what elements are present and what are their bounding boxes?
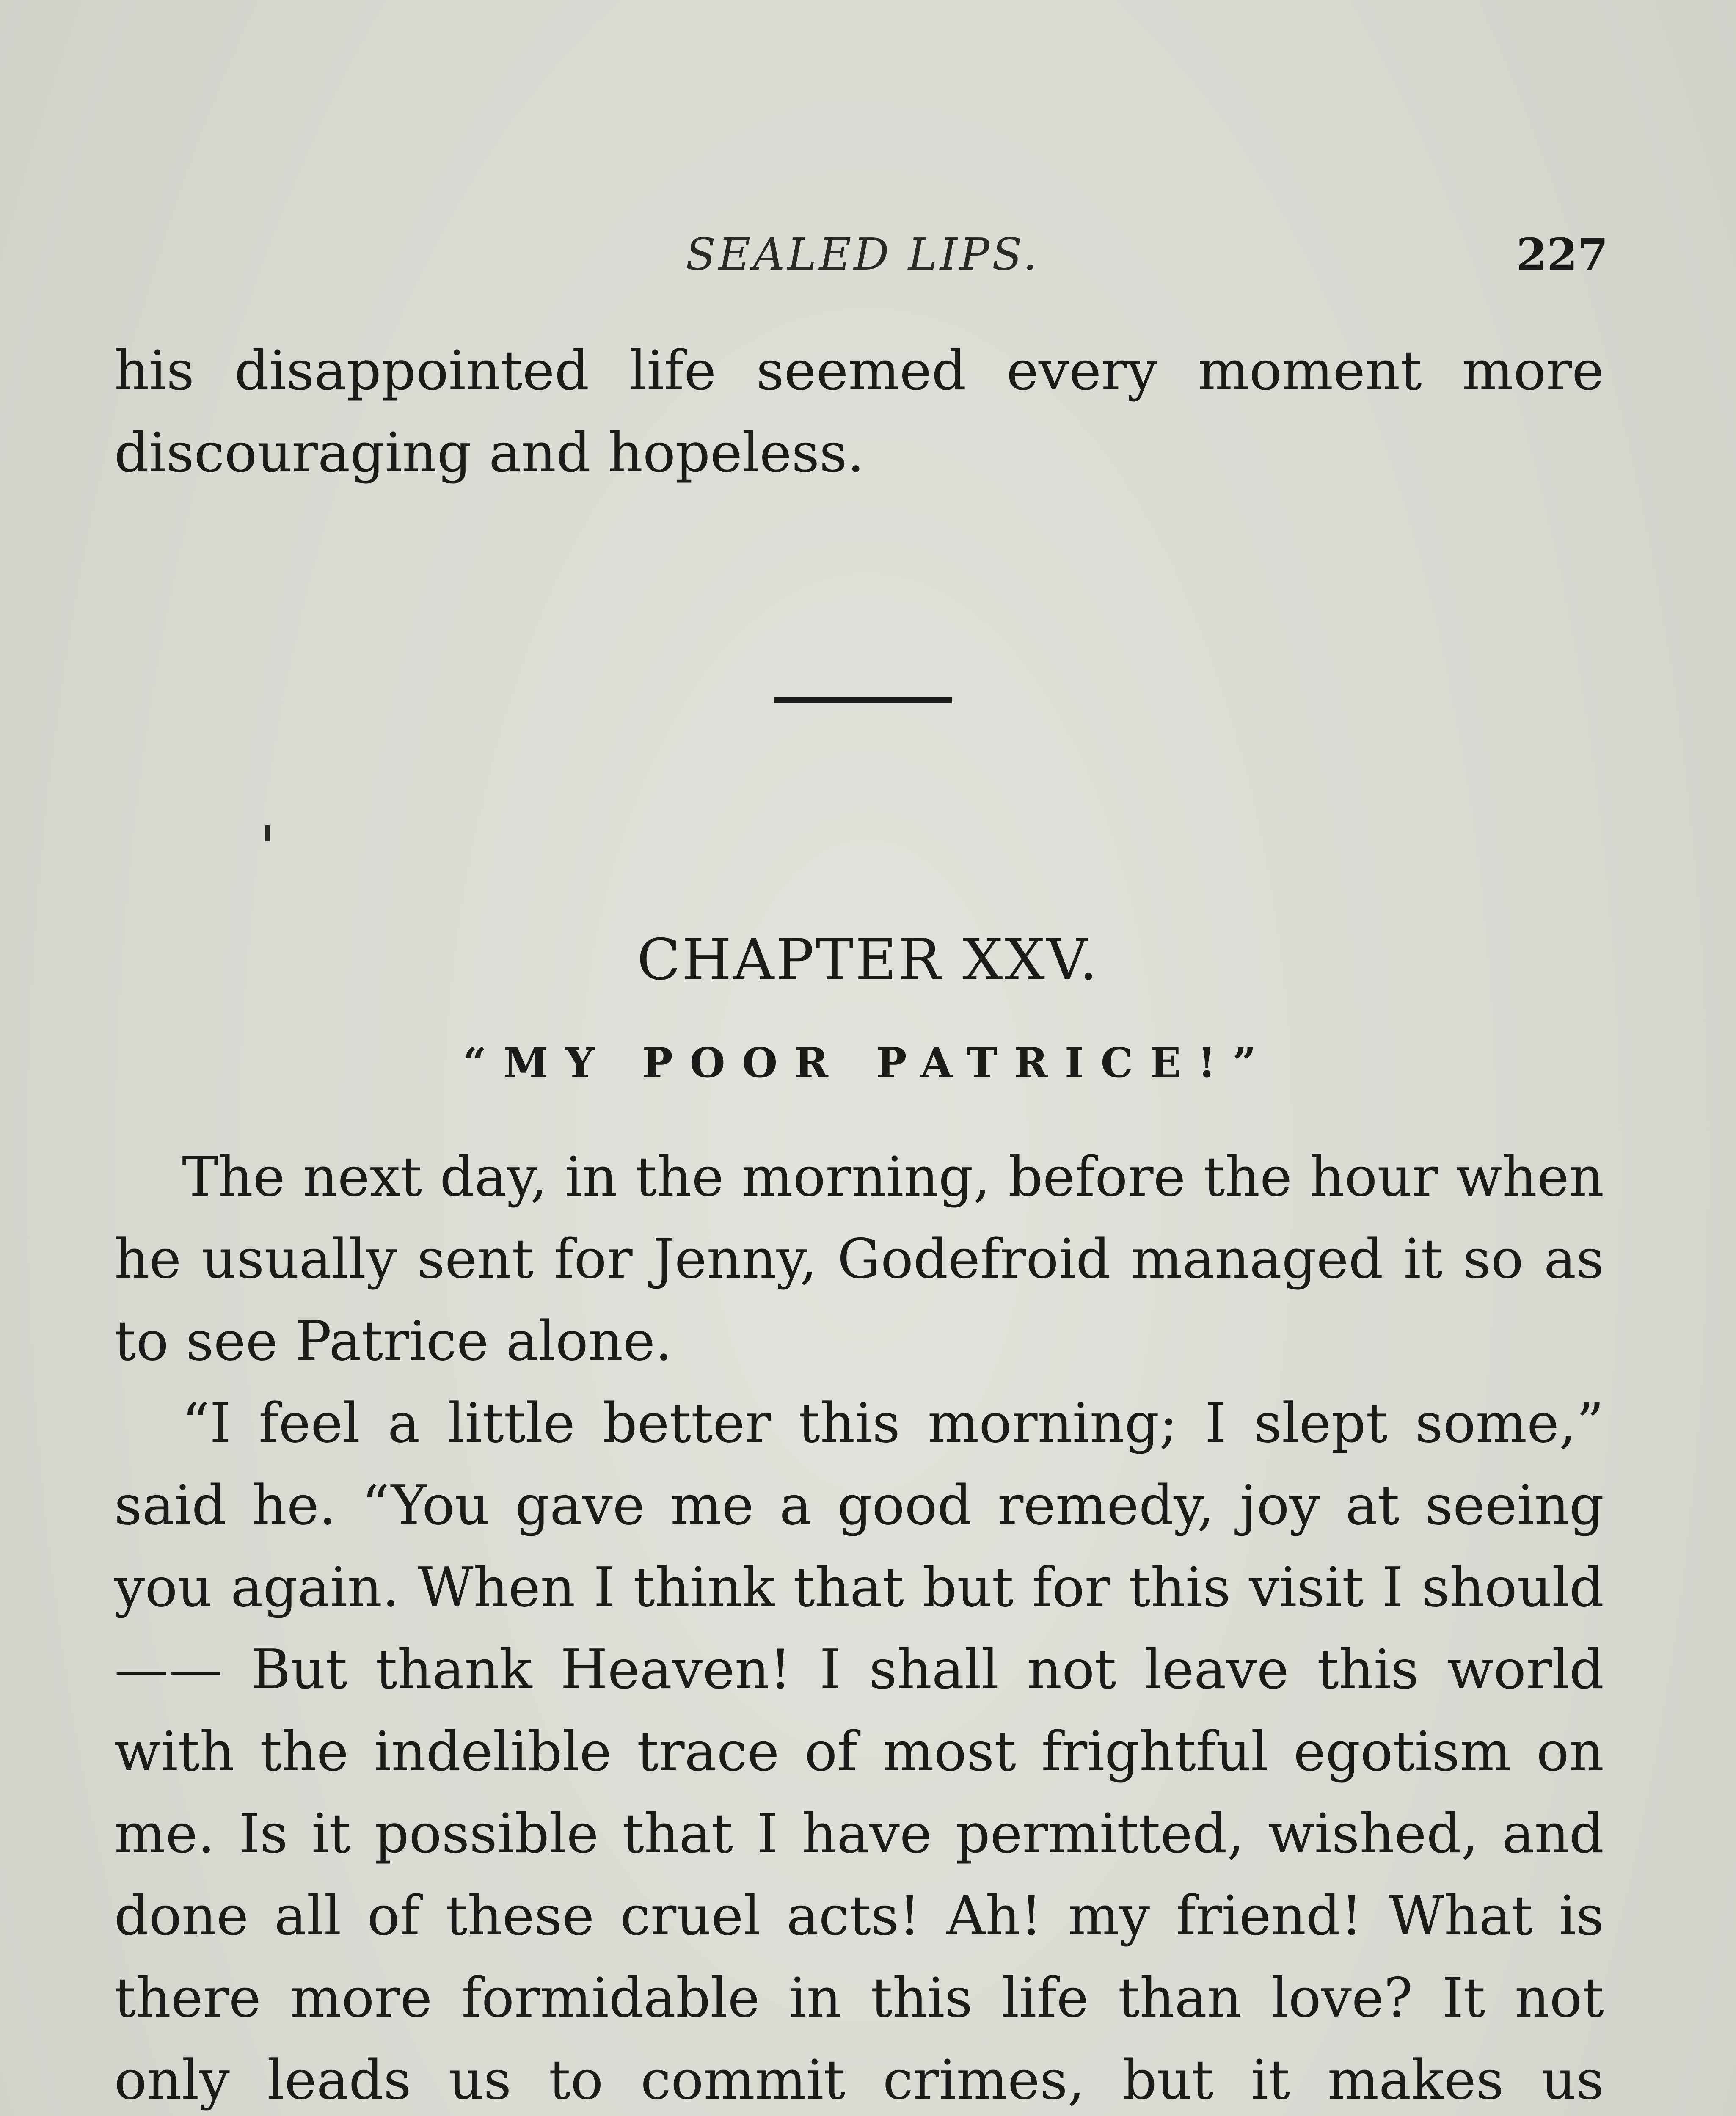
paragraph: The next day, in the morning, before the hour when he usually sent for Jenny, Godefroid managed it so as to see Patrice alone. bbox=[114, 1146, 1604, 1373]
chapter-body bbox=[114, 1136, 1604, 2116]
carryover-text: his disappointed life seemed every moment more discouraging and hopeless. bbox=[114, 339, 1604, 485]
section-divider bbox=[774, 697, 952, 703]
carryover-paragraph bbox=[114, 330, 1604, 494]
chapter-title: CHAPTER XXV. bbox=[637, 927, 1099, 993]
print-speck bbox=[265, 825, 270, 841]
page-header bbox=[110, 229, 1608, 292]
running-title: SEALED LIPS. bbox=[686, 229, 1040, 280]
chapter-subtitle: “MY POOR PATRICE!” bbox=[463, 1039, 1273, 1087]
page-number: 227 bbox=[1516, 229, 1608, 281]
paragraph: “I feel a little better this morning; I slept some,” said he. “You gave me a good remedy, joy at seeing you again. When I think that but for this visit I should—— But thank Heaven! I shall not leave this world with the indelible trace of most frightful egotism on me. Is it possible that I have permitted, wished, and done all of these cruel acts! Ah! my friend! What is there more formidable in this life than love? It not only leads us to commit crimes, but it makes us bbox=[114, 1392, 1604, 2112]
